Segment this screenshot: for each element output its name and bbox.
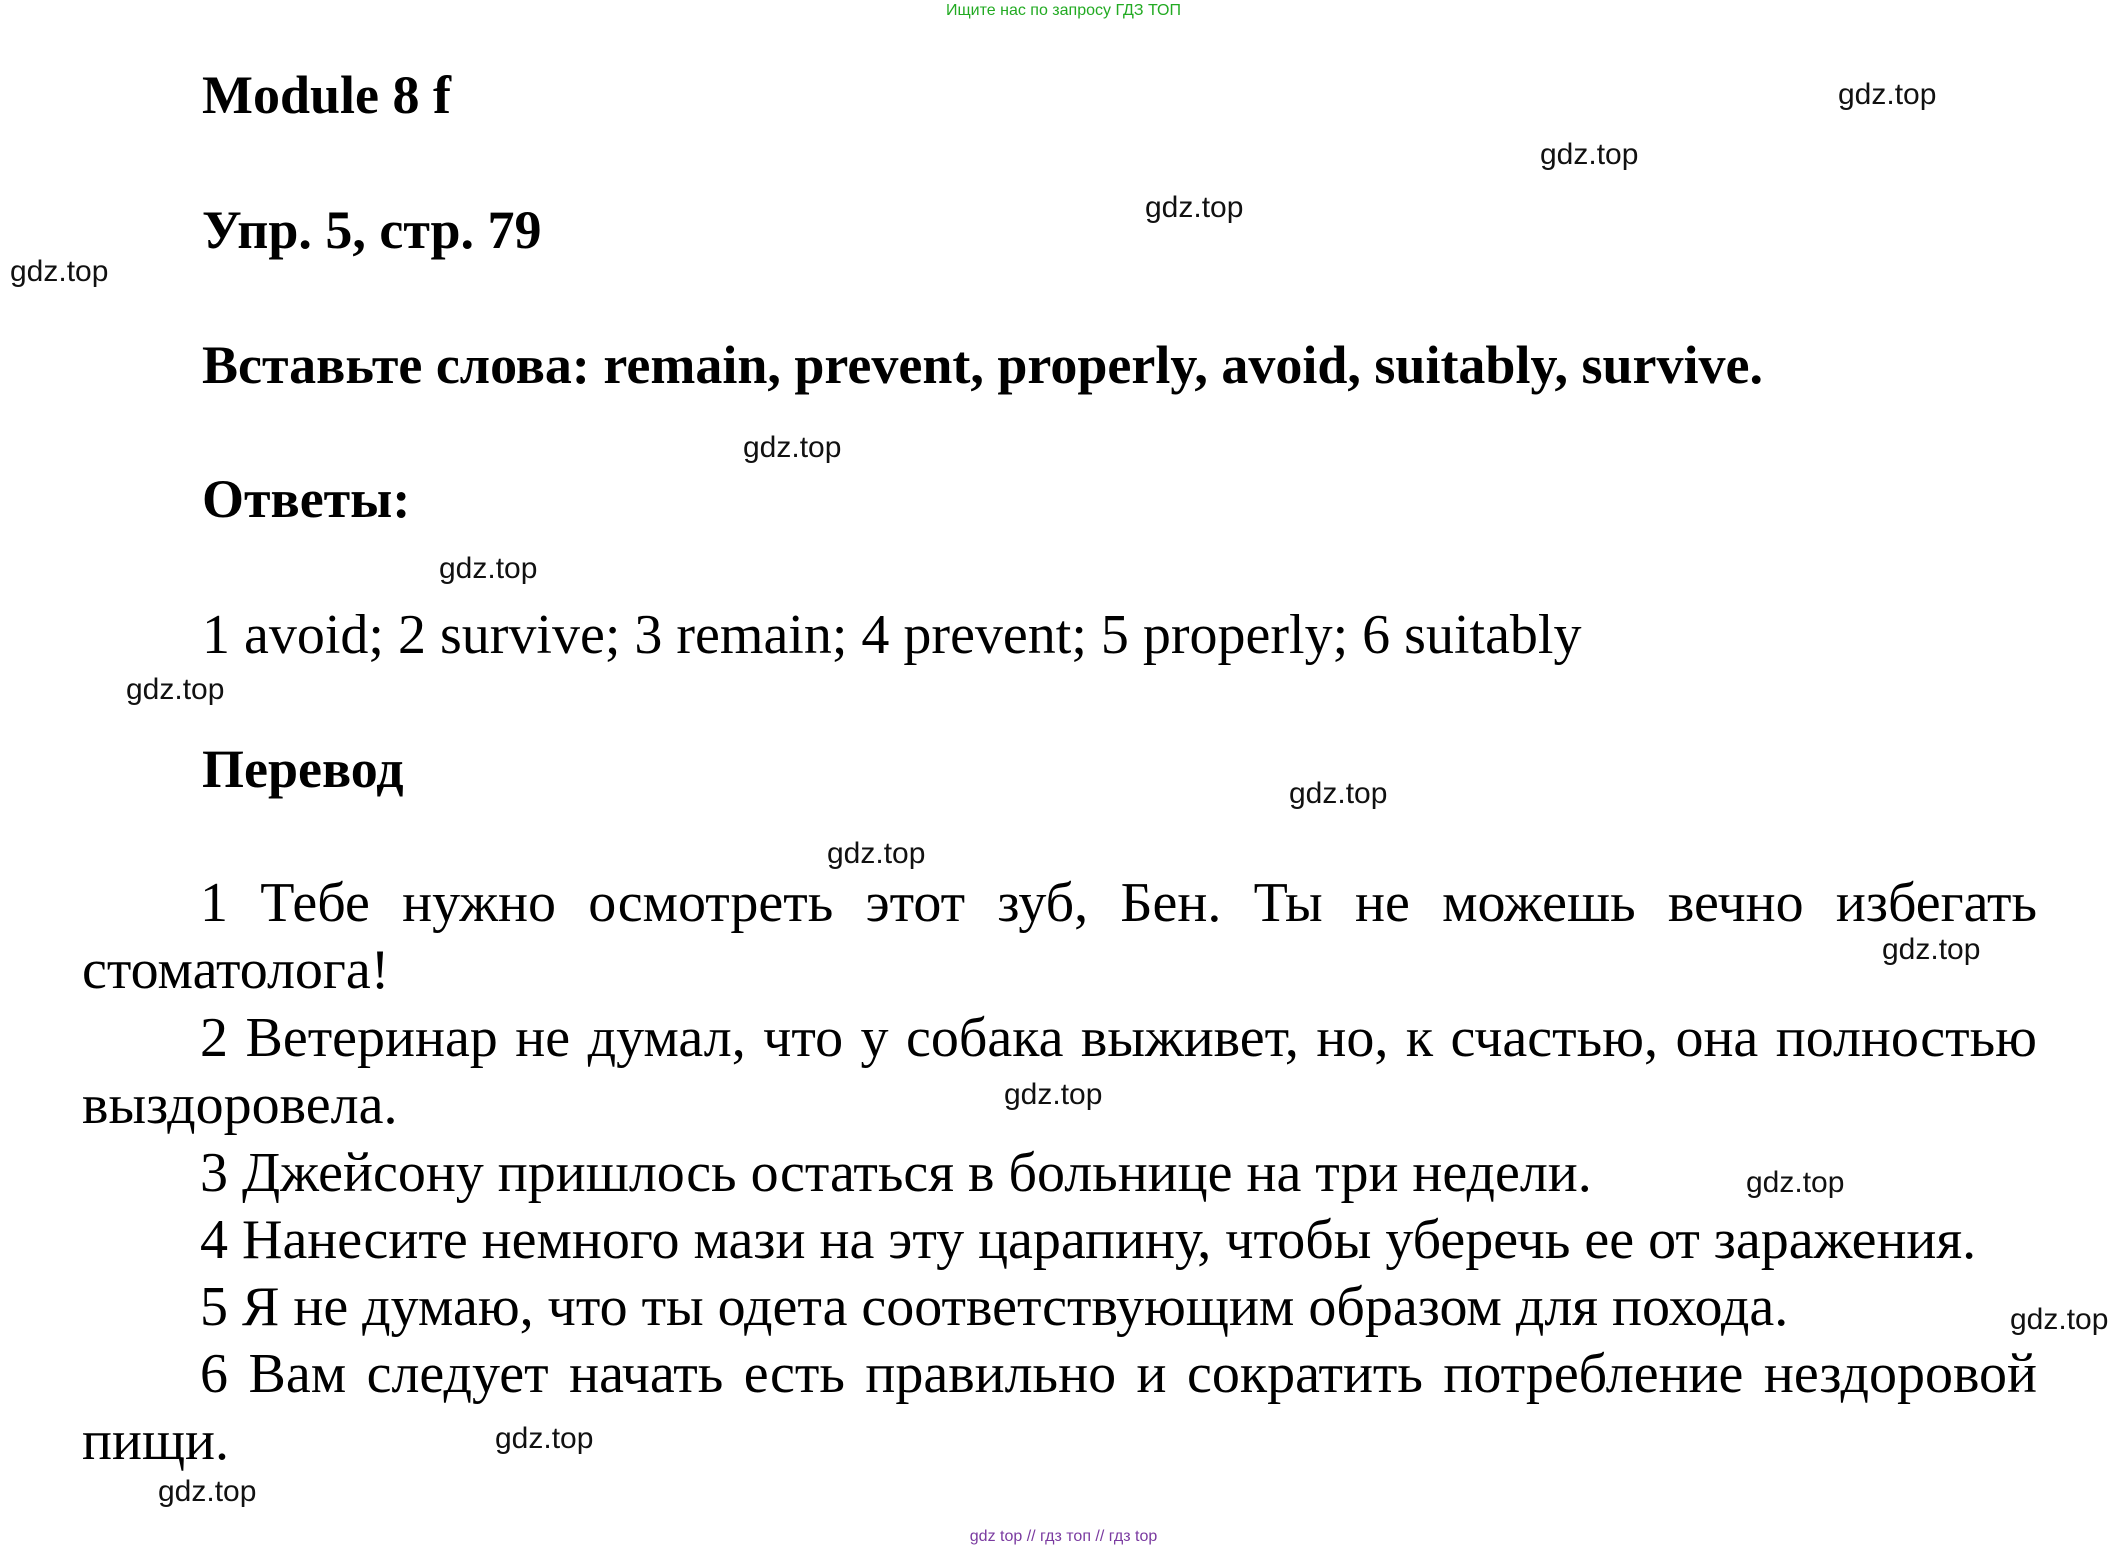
watermark: gdz.top: [1004, 1078, 1103, 1111]
watermark: gdz.top: [743, 431, 842, 464]
watermark: gdz.top: [1289, 777, 1388, 810]
translation-item-4: 4 Нанесите немного мази на эту царапину, чтобы уберечь ее от заражения.: [200, 1209, 1977, 1271]
module-title: Module 8 f: [202, 65, 451, 125]
watermark: gdz.top: [1540, 138, 1639, 171]
translation-item-5: 5 Я не думаю, что ты одета соответствующим образом для похода.: [200, 1276, 1789, 1338]
watermark: gdz.top: [1145, 191, 1244, 224]
watermark: gdz.top: [2010, 1303, 2109, 1336]
watermark: gdz.top: [10, 255, 109, 288]
bottom-banner-text: gdz top // гдз топ // гдз top: [969, 1528, 1158, 1545]
watermark: gdz.top: [1838, 78, 1937, 111]
watermark: gdz.top: [1746, 1166, 1845, 1199]
watermark: gdz.top: [158, 1475, 257, 1508]
answers-text: 1 avoid; 2 survive; 3 remain; 4 prevent; 5 properly; 6 suitably: [202, 604, 1582, 666]
task-text: Вставьте слова: remain, prevent, properly, avoid, suitably, survive.: [202, 335, 1763, 395]
watermark: gdz.top: [495, 1422, 594, 1455]
answers-heading: Ответы:: [202, 469, 411, 529]
watermark: gdz.top: [827, 837, 926, 870]
translation-heading: Перевод: [202, 739, 404, 799]
watermark: gdz.top: [1882, 933, 1981, 966]
exercise-title: Упр. 5, стр. 79: [202, 200, 542, 260]
top-banner-text: Ищите нас по запросу ГДЗ ТОП: [946, 2, 1181, 19]
translation-item-3: 3 Джейсону пришлось остаться в больнице на три недели.: [200, 1142, 1592, 1204]
translation-item-1: 1 Тебе нужно осмотреть этот зуб, Бен. Ты не можешь вечно избегать стоматолога!: [82, 872, 2037, 1001]
translation-item-6: 6 Вам следует начать есть правильно и сократить потребление нездоровой пищи.: [82, 1343, 2037, 1472]
translation-item-2: 2 Ветеринар не думал, что у собака выживет, но, к счастью, она полностью выздоровела.: [82, 1007, 2037, 1136]
watermark: gdz.top: [439, 552, 538, 585]
watermark: gdz.top: [126, 673, 225, 706]
